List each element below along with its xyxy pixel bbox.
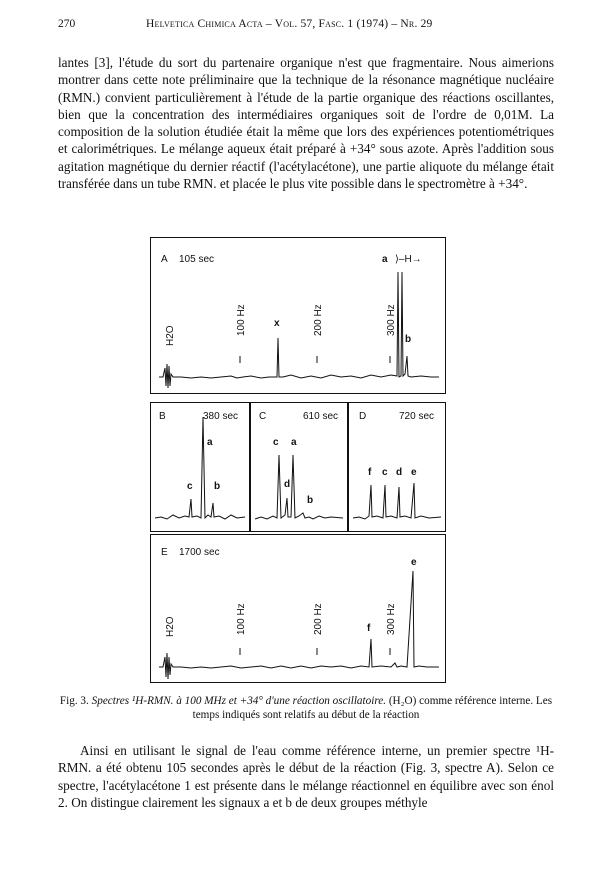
spectrum-c-trace [255,455,343,519]
panel-c [250,402,348,532]
panel-a-letter: A [161,254,168,265]
spectrum-b [151,403,249,531]
spectrum-d-trace [353,483,441,519]
panel-b-time: 380 sec [203,411,239,422]
panel-b-peak-c: c [187,481,193,492]
panel-e-time: 1700 sec [179,547,220,558]
panel-d-peak-c: c [382,467,388,478]
spectrum-e [151,535,445,682]
peak-b-label: b [405,334,412,345]
panel-d-peak-e: e [411,467,417,478]
journal-title: Helvetica Chimica Acta – Vol. 57, Fasc. 1 (1974) – Nr. 29 [146,18,433,30]
panel-d-peak-d: d [396,467,403,478]
panel-e-hz100: 100 Hz [236,603,247,635]
panel-c-peak-a: a [291,437,297,448]
h2o-label: H2O [165,325,176,346]
panel-b [150,402,250,532]
panel-e-hz200: 200 Hz [313,603,324,635]
panel-e-peak-e: e [411,557,417,568]
panel-c-peak-b: b [307,495,314,506]
panel-e [150,534,446,683]
hz300-label: 300 Hz [386,304,397,336]
panel-d-peak-f: f [368,467,372,478]
exchange-arrow-label: ⟩–H→ [395,254,422,265]
panel-c-time: 610 sec [303,411,339,422]
peak-x-label: x [274,318,280,329]
panel-e-hz300: 300 Hz [386,603,397,635]
spectrum-d [349,403,445,531]
caption-italic: Spectres ¹H-RMN. à 100 MHz et +34° d'une réaction oscillatoire. [91,695,387,707]
paragraph-1: lantes [3], l'étude du sort du partenaire organique n'est que fragmentaire. Nous aimerions montrer dans cette note préliminaire que la technique de la résonance magnétique nucléaire (RMN.) convient particulièrement à l'étude de la partie organique des réactions oscillantes, bien que la concentration des intermédiaires organiques soit de l'ordre de 0,01M. La composition de la solution étudiée était la même que lors des expériences potentiométriques et calorimétriques. Le mélange aqueux était préparé à +34° sous azote. Après l'addition sous agitation magnétique du dernier réactif (l'acétylacétone), une partie aliquote du mélange était transférée dans un tube RMN. et placée le plus vite possible dans le spectromètre à +34°. [58,55,554,192]
spectrum-c [251,403,347,531]
page-number: 270 [58,18,76,30]
panel-b-peak-b: b [214,481,221,492]
panel-a [150,237,446,394]
panel-a-time: 105 sec [179,254,215,265]
panel-e-letter: E [161,547,168,558]
panel-b-peak-a: a [207,437,213,448]
spectrum-a [151,238,445,393]
figure-caption [58,694,554,722]
spectrum-b-trace [155,417,245,519]
caption-rest: (H₂O) comme référence interne. Les temps indiqués sont relatifs au début de la réaction [192,695,553,721]
paragraph-2: Ainsi en utilisant le signal de l'eau comme référence interne, un premier spectre ¹H-RMN. a été obtenu 105 secondes après le début de la réaction (Fig. 3, spectre A). Selon ce spectre, l'acétylacétone 1 est présente dans le mélange réactionnel en équilibre avec son énol 2. On distingue clairement les signaux a et b de deux groupes méthyle [58,743,554,810]
panel-c-letter: C [259,411,267,422]
panel-d [348,402,446,532]
hz200-label: 200 Hz [313,304,324,336]
caption-label: Fig. 3. [59,695,89,707]
nmr-figure [150,237,446,681]
panel-d-time: 720 sec [399,411,435,422]
peak-a-label: a [382,254,388,265]
panel-e-peak-f: f [367,623,371,634]
spectrum-a-trace [159,272,439,388]
running-header [58,18,568,34]
panel-e-h2o: H2O [165,616,176,637]
panel-b-letter: B [159,411,166,422]
spectrum-e-trace [159,571,439,679]
panel-d-letter: D [359,411,367,422]
hz100-label: 100 Hz [236,304,247,336]
panel-c-peak-d: d [284,479,291,490]
panel-c-peak-c: c [273,437,279,448]
